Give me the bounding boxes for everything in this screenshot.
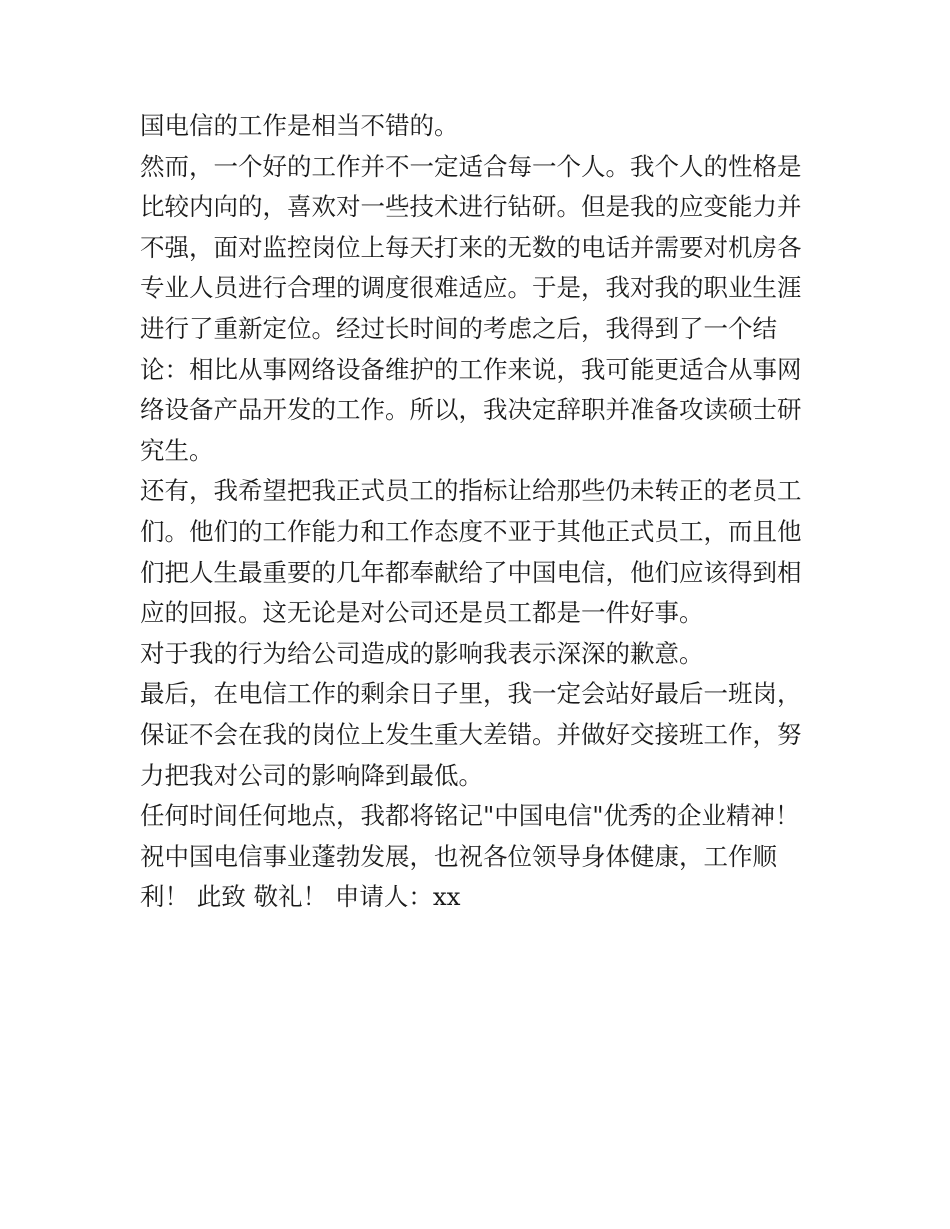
- text-line: 对于我的行为给公司造成的影响我表示深深的歉意。: [140, 638, 704, 668]
- text-line: 最后，在电信工作的剩余日子里，我一定会站好最后一班岗，: [140, 679, 802, 709]
- text-line: 力把我对公司的影响降到最低。: [140, 760, 483, 790]
- text-line: 比较内向的，喜欢对一些技术进行钻研。但是我的应变能力并: [140, 192, 802, 222]
- text-line: 们。他们的工作能力和工作态度不亚于其他正式员工，而且他: [140, 516, 802, 546]
- text-line: 络设备产品开发的工作。所以，我决定辞职并准备攻读硕士研: [140, 395, 802, 425]
- signature-line: 利！ 此致 敬礼！ 申请人：xx: [140, 882, 461, 912]
- text-line: 进行了重新定位。经过长时间的考虑之后，我得到了一个结: [140, 313, 777, 343]
- text-line: 不强，面对监控岗位上每天打来的无数的电话并需要对机房各: [140, 232, 802, 262]
- letter-body: [140, 106, 820, 918]
- text-line: 任何时间任何地点，我都将铭记"中国电信"优秀的企业精神！: [140, 801, 800, 831]
- text-line: 保证不会在我的岗位上发生重大差错。并做好交接班工作，努: [140, 719, 802, 749]
- text-line: 究生。: [140, 435, 214, 465]
- text-line: 们把人生最重要的几年都奉献给了中国电信，他们应该得到相: [140, 557, 802, 587]
- text-line: 应的回报。这无论是对公司还是员工都是一件好事。: [140, 598, 704, 628]
- text-line: 论：相比从事网络设备维护的工作来说，我可能更适合从事网: [140, 354, 802, 384]
- text-line: 还有，我希望把我正式员工的指标让给那些仍未转正的老员工: [140, 476, 802, 506]
- text-line: 祝中国电信事业蓬勃发展，也祝各位领导身体健康，工作顺: [140, 841, 777, 871]
- text-line: 专业人员进行合理的调度很难适应。于是，我对我的职业生涯: [140, 273, 802, 303]
- text-line: 国电信的工作是相当不错的。: [140, 111, 459, 140]
- text-line: 然而，一个好的工作并不一定适合每一个人。我个人的性格是: [140, 151, 802, 181]
